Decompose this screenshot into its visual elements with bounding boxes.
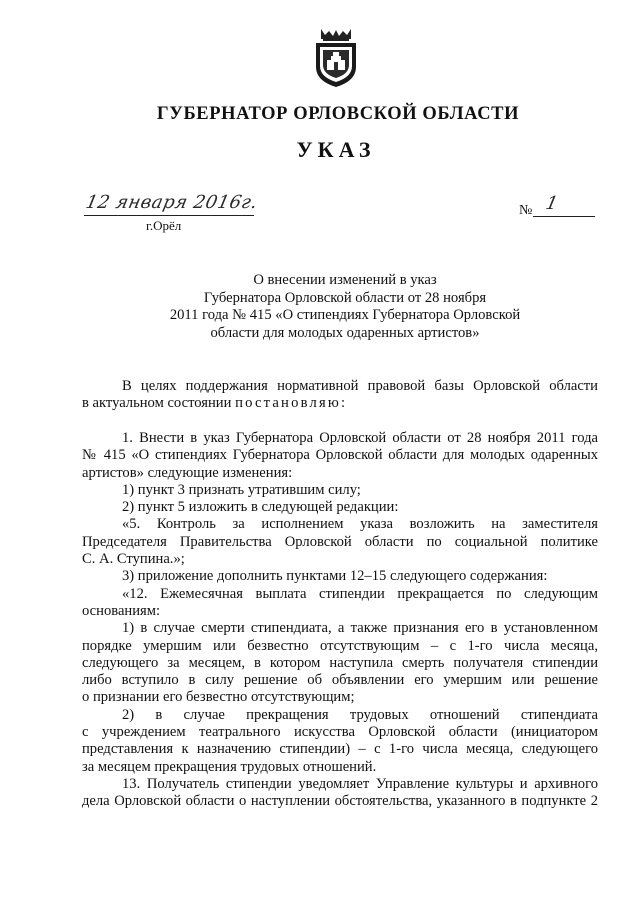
date-underline (84, 215, 254, 216)
body-line: следующего за месяцем, в котором наступила смерть получателя стипендии (82, 654, 598, 671)
body-line: порядке умершим или безвестно отсутствующим – с 1-го числа месяца, (82, 637, 598, 654)
body-line: 1) пункт 3 признать утратившим силу; (122, 481, 361, 498)
document-body (82, 430, 598, 811)
body-line: 1. Внести в указ Губернатора Орловской области от 28 ноября 2011 года (122, 430, 598, 446)
governor-title: ГУБЕРНАТОР ОРЛОВСКОЙ ОБЛАСТИ (156, 104, 520, 124)
subject-line: области для молодых одаренных артистов» (210, 324, 480, 341)
subject-line: 2011 года № 415 «О стипендиях Губернатора Орловской (169, 307, 521, 323)
body-line: 2) в случае прекращения трудовых отношений стипендиата (122, 706, 598, 723)
body-line: за месяцем прекращения трудовых отношений. (82, 758, 377, 775)
body-line: представления к назначению стипендии) – с 1-го числа месяца, следующего (82, 741, 598, 758)
body-line: о признании его безвестно отсутствующим; (82, 689, 355, 706)
document-subject (120, 272, 570, 342)
body-line: Председателя Правительства Орловской области по социальной политике (82, 533, 598, 550)
body-line: № 415 «О стипендиях Губернатора Орловской области для молодых одаренных (82, 447, 598, 464)
city-label: г.Орёл (146, 218, 182, 233)
body-line: С. А. Ступина.»; (82, 551, 185, 568)
subject-line: О внесении изменений в указ (253, 272, 437, 288)
body-line: 13. Получатель стипендии уведомляет Управление культуры и архивного (122, 775, 598, 792)
subject-line: Губернатора Орловской области от 28 ноября (203, 289, 487, 306)
preamble-text: в актуальном состоянии (82, 395, 236, 412)
body-line: 3) приложение дополнить пунктами 12–15 следующего содержания: (122, 568, 548, 585)
preamble-line (82, 395, 598, 412)
body-line: артистов» следующие изменения: (82, 464, 293, 481)
body-line: дела Орловской области о наступлении обстоятельства, указанного в подпункте 2 (82, 793, 598, 810)
number-underline (533, 216, 595, 217)
body-line: 1) в случае смерти стипендиата, а также признания его в установленном (122, 620, 598, 637)
body-line: 2) пункт 5 изложить в следующей редакции: (122, 499, 399, 516)
resolution-word: постановляю: (235, 395, 348, 412)
document-type-title: УКАЗ (296, 137, 376, 162)
handwritten-date: 12 января 2016г. (83, 192, 260, 213)
preamble-line: В целях поддержания нормативной правовой базы Орловской области (122, 378, 598, 394)
body-line: с учреждением театрального искусства Орловской области (инициатором (82, 724, 598, 741)
handwritten-number: 1 (543, 193, 560, 214)
preamble (82, 378, 598, 413)
orel-coat-of-arms-icon (313, 27, 359, 89)
body-line: «12. Ежемесячная выплата стипендии прекращается по следующим (122, 585, 598, 602)
body-line: либо вступило в силу решение об объявлении его умершим или решение (82, 672, 598, 689)
number-label: № (519, 203, 533, 218)
body-line: «5. Контроль за исполнением указа возложить на заместителя (122, 516, 598, 533)
body-line: основаниям: (82, 602, 161, 619)
